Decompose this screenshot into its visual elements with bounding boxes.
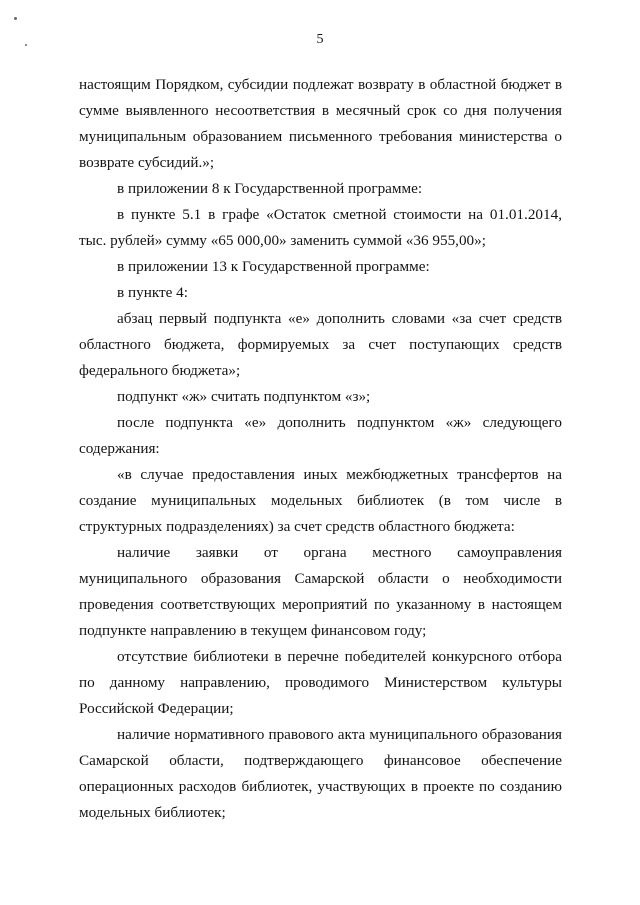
paragraph-item-5-1: в пункте 5.1 в графе «Остаток сметной стоимости на 01.01.2014, тыс. рублей» сумму «65 000,00» заменить суммой «36 955,00»; (79, 206, 562, 249)
paragraph-appendix-13: в приложении 13 к Государственной программе: (117, 258, 430, 275)
paragraph-subitem-e-addition: абзац первый подпункта «е» дополнить словами «за счет средств областного бюджета, формируемых за счет поступающих средств федерального бюджета»; (79, 310, 562, 379)
paragraph-model-libraries: «в случае предоставления иных межбюджетных трансфертов на создание муниципальных модельных библиотек (в том числе в структурных подразделениях) за счет средств областного бюджета: (79, 466, 562, 535)
paragraph-subitem-zh-renumber: подпункт «ж» считать подпунктом «з»; (117, 388, 371, 405)
paragraph-condition-application: наличие заявки от органа местного самоуправления муниципального образования Самарской области о необходимости проведения соответствующих мероприятий по указанному в настоящем подпункте направлению в текущем финансовом году; (79, 544, 562, 639)
paragraph-item-4: в пункте 4: (117, 284, 188, 301)
paragraph-condition-legal-act: наличие нормативного правового акта муниципального образования Самарской области, подтверждающего финансовое обеспечение операционных расходов библиотек, участвующих в проекте по созданию модельных библиотек; (79, 726, 562, 821)
paragraph-appendix-8: в приложении 8 к Государственной программе: (117, 180, 423, 197)
scan-speck (14, 17, 17, 20)
document-body (79, 72, 562, 826)
page-number: 5 (316, 32, 324, 47)
paragraph-condition-not-winner: отсутствие библиотеки в перечне победителей конкурсного отбора по данному направлению, проводимого Министерством культуры Российской Федерации; (79, 648, 562, 717)
paragraph-subsidy-refund: настоящим Порядком, субсидии подлежат возврату в областной бюджет в сумме выявленного несоответствия в месячный срок со дня получения муниципальным образованием письменного требования министерства о возврате субсидий.»; (79, 76, 562, 171)
paragraph-new-subitem-zh: после подпункта «е» дополнить подпунктом «ж» следующего содержания: (79, 414, 562, 457)
